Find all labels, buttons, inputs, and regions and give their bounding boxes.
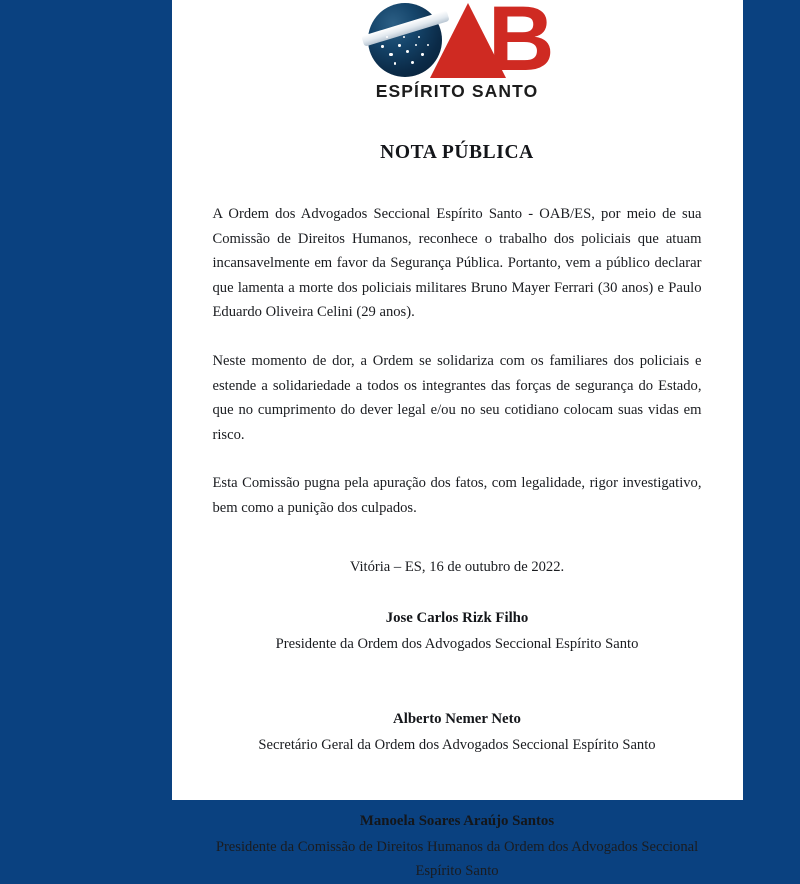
signatory-role: Presidente da Ordem dos Advogados Seccional Espírito Santo xyxy=(275,635,639,652)
globe-star xyxy=(411,61,414,64)
globe-star xyxy=(427,44,429,46)
globe-star xyxy=(389,53,392,56)
globe-star xyxy=(381,45,383,47)
signatory-name: Alberto Nemer Neto xyxy=(393,711,521,728)
signatory-role: Presidente da Comissão de Direitos Humanos da Ordem dos Advogados Seccional Espírito Santo xyxy=(215,838,699,880)
signatory-role: Secretário Geral da Ordem dos Advogados Seccional Espírito Santo xyxy=(258,737,656,754)
globe-star xyxy=(386,36,388,38)
document-page xyxy=(172,0,743,880)
paragraph-1: A Ordem dos Advogados Seccional Espírito Santo - OAB/ES, por meio de sua Comissão de Direitos Humanos, reconhece o trabalho dos policiais que atuam incansavelmente em favor da Segurança Pública. Portanto, vem a público declarar que lamenta a morte dos policiais militares Bruno Mayer Ferrari (30 anos) e Paulo Eduardo Oliveira Celini (29 anos). xyxy=(212,206,702,321)
signatory-name: Manoela Soares Araújo Santos xyxy=(359,812,555,829)
globe-star xyxy=(394,62,396,64)
document-body xyxy=(204,202,711,521)
globe-star xyxy=(415,44,417,46)
globe-star xyxy=(421,53,423,55)
oab-logo xyxy=(204,0,711,102)
signature-block xyxy=(204,708,711,758)
paragraph-2: Neste momento de dor, a Ordem se solidariza com os familiares dos policiais e estende a solidariedade a todos os integrantes das forças de segurança do Estado, que no cumprimento do dever legal e/ou no seu cotidiano colocam suas vidas em risco. xyxy=(212,352,702,443)
signature-list xyxy=(204,607,711,884)
page-title: NOTA PÚBLICA xyxy=(380,142,534,163)
logo-subtitle: ESPÍRITO SANTO xyxy=(375,81,539,101)
signatory-name: Jose Carlos Rizk Filho xyxy=(385,609,529,626)
globe-star xyxy=(406,50,409,53)
oab-logo-mark xyxy=(368,0,553,90)
signature-block xyxy=(204,607,711,657)
globe-star xyxy=(403,36,405,38)
globe-star xyxy=(398,44,400,46)
signature-block xyxy=(204,810,711,884)
globe-star xyxy=(418,36,420,38)
logo-letter-b: B xyxy=(488,0,553,90)
paragraph-3: Esta Comissão pugna pela apuração dos fatos, com legalidade, rigor investigativo, bem como a punição dos culpados. xyxy=(212,475,702,516)
left-blue-band xyxy=(0,0,114,800)
dateline: Vitória – ES, 16 de outubro de 2022. xyxy=(349,558,565,575)
